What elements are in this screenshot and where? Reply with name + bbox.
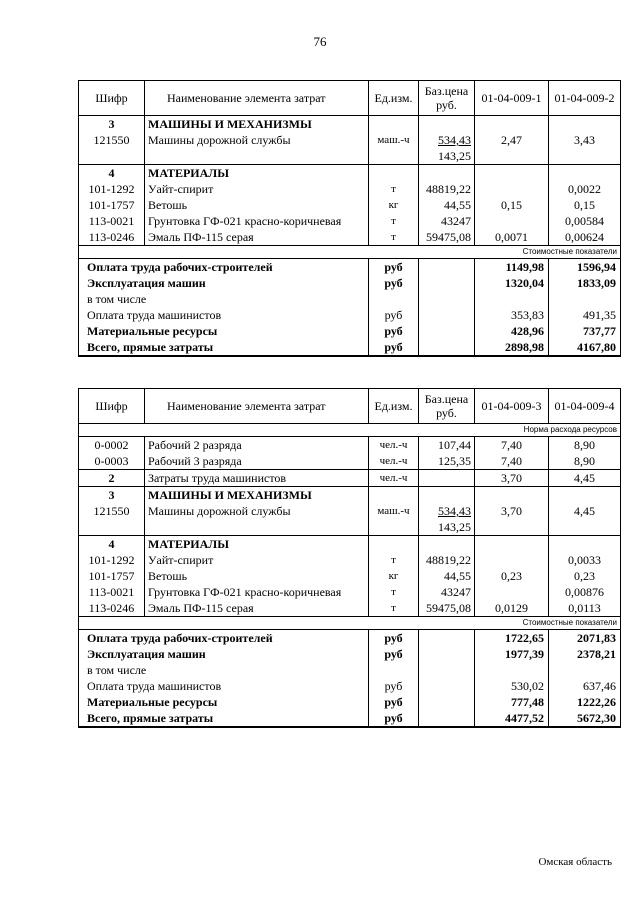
section-number: 2 — [79, 470, 145, 487]
row-name: Уайт-спирит — [145, 552, 369, 568]
section-title: МАТЕРИАЛЫ — [145, 165, 369, 182]
row-name: Ветошь — [145, 568, 369, 584]
cost-row — [79, 307, 621, 323]
table-row — [79, 213, 621, 229]
norm-note-row — [79, 424, 621, 437]
row-price: 59475,08 — [419, 229, 475, 246]
cost-row — [79, 323, 621, 339]
row-unit: т — [369, 229, 419, 246]
row-price: 43247 — [419, 584, 475, 600]
row-value-b: 0,00876 — [549, 584, 621, 600]
row-code: 113-0246 — [79, 600, 145, 617]
resource-table-1 — [78, 80, 621, 357]
row-value-b: 0,00584 — [549, 213, 621, 229]
cost-value-b: 1222,26 — [549, 694, 621, 710]
cost-unit: руб — [369, 710, 419, 727]
row-name: Уайт-спирит — [145, 181, 369, 197]
cost-row — [79, 291, 621, 307]
table-row — [79, 181, 621, 197]
row-value-b: 8,90 — [549, 437, 621, 454]
cost-indicators-note: Стоимостные показатели — [475, 617, 621, 630]
cost-value-a: 777,48 — [475, 694, 549, 710]
row-price: 43247 — [419, 213, 475, 229]
cost-label: Всего, прямые затраты — [79, 339, 369, 356]
row-value-a: 3,70 — [475, 503, 549, 519]
row-name: Эмаль ПФ-115 серая — [145, 600, 369, 617]
header-base-price: Баз.цена руб. — [419, 81, 475, 116]
cost-row — [79, 630, 621, 647]
row-name: Рабочий 3 разряда — [145, 453, 369, 470]
table-row — [79, 437, 621, 454]
row-value-b: 0,0113 — [549, 600, 621, 617]
cost-label: Всего, прямые затраты — [79, 710, 369, 727]
row-value-a: 0,15 — [475, 197, 549, 213]
row-price: 107,44 — [419, 437, 475, 454]
row-unit: т — [369, 600, 419, 617]
row-value-b: 0,0022 — [549, 181, 621, 197]
row-name: Машины дорожной службы — [145, 132, 369, 148]
header-col-b: 01-04-009-2 — [549, 81, 621, 116]
table-header-row — [79, 81, 621, 116]
row-name: Рабочий 2 разряда — [145, 437, 369, 454]
row-value-a — [475, 552, 549, 568]
row-unit: чел.-ч — [369, 453, 419, 470]
cost-value-a: 4477,52 — [475, 710, 549, 727]
row-price: 48819,22 — [419, 181, 475, 197]
row-value-b: 3,43 — [549, 132, 621, 148]
cost-unit: руб — [369, 678, 419, 694]
section-header-row — [79, 536, 621, 553]
row-name: Грунтовка ГФ-021 красно-коричневая — [145, 584, 369, 600]
header-unit: Ед.изм. — [369, 81, 419, 116]
row-value-a: 3,70 — [475, 470, 549, 487]
row-code: 0-0002 — [79, 437, 145, 454]
row-unit: маш.-ч — [369, 132, 419, 148]
cost-value-a: 1977,39 — [475, 646, 549, 662]
table-row — [79, 470, 621, 487]
cost-label: Оплата труда рабочих-строителей — [79, 259, 369, 276]
row-code: 101-1757 — [79, 197, 145, 213]
header-base-price: Баз.цена руб. — [419, 389, 475, 424]
table-row — [79, 453, 621, 470]
row-value-b: 8,90 — [549, 453, 621, 470]
header-code: Шифр — [79, 389, 145, 424]
header-code: Шифр — [79, 81, 145, 116]
section-number: 4 — [79, 165, 145, 182]
cost-value-a: 1149,98 — [475, 259, 549, 276]
header-col-a: 01-04-009-3 — [475, 389, 549, 424]
cost-value-a: 353,83 — [475, 307, 549, 323]
row-name: Машины дорожной службы — [145, 503, 369, 519]
cost-value-b: 5672,30 — [549, 710, 621, 727]
row-code: 113-0021 — [79, 584, 145, 600]
cost-label: Материальные ресурсы — [79, 694, 369, 710]
row-name: Эмаль ПФ-115 серая — [145, 229, 369, 246]
cost-indicators-note-row — [79, 246, 621, 259]
cost-unit: руб — [369, 259, 419, 276]
cost-value-a: 428,96 — [475, 323, 549, 339]
row-code: 113-0021 — [79, 213, 145, 229]
table-row — [79, 148, 621, 165]
cost-label: Оплата труда рабочих-строителей — [79, 630, 369, 647]
row-unit: чел.-ч — [369, 470, 419, 487]
norm-note: Норма расхода ресурсов — [475, 424, 621, 437]
row-code: 0-0003 — [79, 453, 145, 470]
cost-label: Эксплуатация машин — [79, 646, 369, 662]
cost-value-b: 2071,83 — [549, 630, 621, 647]
cost-unit: руб — [369, 323, 419, 339]
cost-row-total — [79, 339, 621, 356]
cost-value-a: 530,02 — [475, 678, 549, 694]
page-number: 76 — [313, 34, 327, 49]
section-number: 3 — [79, 487, 145, 504]
row-code: 113-0246 — [79, 229, 145, 246]
cost-unit: руб — [369, 307, 419, 323]
row-unit: т — [369, 584, 419, 600]
cost-value-b: 4167,80 — [549, 339, 621, 356]
cost-row-total — [79, 710, 621, 727]
section-title: МАШИНЫ И МЕХАНИЗМЫ — [145, 487, 369, 504]
row-unit: т — [369, 181, 419, 197]
row-price: 48819,22 — [419, 552, 475, 568]
row-unit: чел.-ч — [369, 437, 419, 454]
table-row — [79, 568, 621, 584]
row-unit: маш.-ч — [369, 503, 419, 519]
row-unit: кг — [369, 568, 419, 584]
cost-row — [79, 646, 621, 662]
header-col-a: 01-04-009-1 — [475, 81, 549, 116]
cost-label: Эксплуатация машин — [79, 275, 369, 291]
row-value-b: 0,23 — [549, 568, 621, 584]
row-value-a — [475, 181, 549, 197]
table-header-row — [79, 389, 621, 424]
cost-value-b: 1596,94 — [549, 259, 621, 276]
row-value-b: 0,0033 — [549, 552, 621, 568]
table-row — [79, 197, 621, 213]
cost-value-a: 1320,04 — [475, 275, 549, 291]
row-value-a — [475, 213, 549, 229]
cost-value-b: 491,35 — [549, 307, 621, 323]
cost-row — [79, 678, 621, 694]
section-title: МАШИНЫ И МЕХАНИЗМЫ — [145, 116, 369, 133]
row-code: 101-1292 — [79, 552, 145, 568]
row-name: Затраты труда машинистов — [145, 470, 369, 487]
cost-indicators-note: Стоимостные показатели — [475, 246, 621, 259]
cost-unit: руб — [369, 275, 419, 291]
cost-value-b: 737,77 — [549, 323, 621, 339]
row-code: 121550 — [79, 503, 145, 519]
table-row — [79, 229, 621, 246]
table-row — [79, 552, 621, 568]
table-row — [79, 503, 621, 519]
header-name: Наименование элемента затрат — [145, 389, 369, 424]
cost-unit: руб — [369, 630, 419, 647]
cost-value-b: 2378,21 — [549, 646, 621, 662]
row-value-a: 7,40 — [475, 453, 549, 470]
cost-row — [79, 694, 621, 710]
cost-unit: руб — [369, 694, 419, 710]
cost-label: Оплата труда машинистов — [79, 678, 369, 694]
footer-region: Омская область — [538, 856, 612, 868]
cost-value-a: 1722,65 — [475, 630, 549, 647]
cost-value-a: 2898,98 — [475, 339, 549, 356]
section-number: 3 — [79, 116, 145, 133]
header-name: Наименование элемента затрат — [145, 81, 369, 116]
cost-row — [79, 662, 621, 678]
row-price: 125,35 — [419, 453, 475, 470]
row-code: 121550 — [79, 132, 145, 148]
row-name: Ветошь — [145, 197, 369, 213]
row-price: 59475,08 — [419, 600, 475, 617]
header-col-b: 01-04-009-4 — [549, 389, 621, 424]
row-value-a — [475, 584, 549, 600]
row-code: 101-1757 — [79, 568, 145, 584]
row-price: 44,55 — [419, 568, 475, 584]
table-row — [79, 519, 621, 536]
row-price-secondary: 143,25 — [419, 519, 475, 536]
row-price-secondary: 143,25 — [419, 148, 475, 165]
row-value-a: 0,23 — [475, 568, 549, 584]
table-row — [79, 584, 621, 600]
row-name: Грунтовка ГФ-021 красно-коричневая — [145, 213, 369, 229]
cost-row — [79, 259, 621, 276]
row-value-a: 0,0071 — [475, 229, 549, 246]
row-value-b: 4,45 — [549, 470, 621, 487]
row-unit: т — [369, 552, 419, 568]
row-code: 101-1292 — [79, 181, 145, 197]
cost-label: Материальные ресурсы — [79, 323, 369, 339]
row-value-a: 7,40 — [475, 437, 549, 454]
row-price: 44,55 — [419, 197, 475, 213]
resource-table-2 — [78, 388, 621, 728]
cost-value-b: 1833,09 — [549, 275, 621, 291]
row-value-a: 2,47 — [475, 132, 549, 148]
row-value-a: 0,0129 — [475, 600, 549, 617]
section-header-row — [79, 487, 621, 504]
cost-label: Оплата труда машинистов — [79, 307, 369, 323]
cost-unit: руб — [369, 646, 419, 662]
table-row — [79, 600, 621, 617]
row-unit: кг — [369, 197, 419, 213]
section-header-row — [79, 116, 621, 133]
cost-value-b: 637,46 — [549, 678, 621, 694]
header-unit: Ед.изм. — [369, 389, 419, 424]
row-value-b: 0,00624 — [549, 229, 621, 246]
row-price: 534,43 — [438, 133, 471, 147]
cost-label: в том числе — [79, 662, 369, 678]
cost-indicators-note-row — [79, 617, 621, 630]
row-unit: т — [369, 213, 419, 229]
row-price: 534,43 — [438, 504, 471, 518]
table-row — [79, 132, 621, 148]
cost-row — [79, 275, 621, 291]
section-title: МАТЕРИАЛЫ — [145, 536, 369, 553]
row-value-b: 4,45 — [549, 503, 621, 519]
section-number: 4 — [79, 536, 145, 553]
cost-label: в том числе — [79, 291, 369, 307]
section-header-row — [79, 165, 621, 182]
cost-unit: руб — [369, 339, 419, 356]
row-value-b: 0,15 — [549, 197, 621, 213]
